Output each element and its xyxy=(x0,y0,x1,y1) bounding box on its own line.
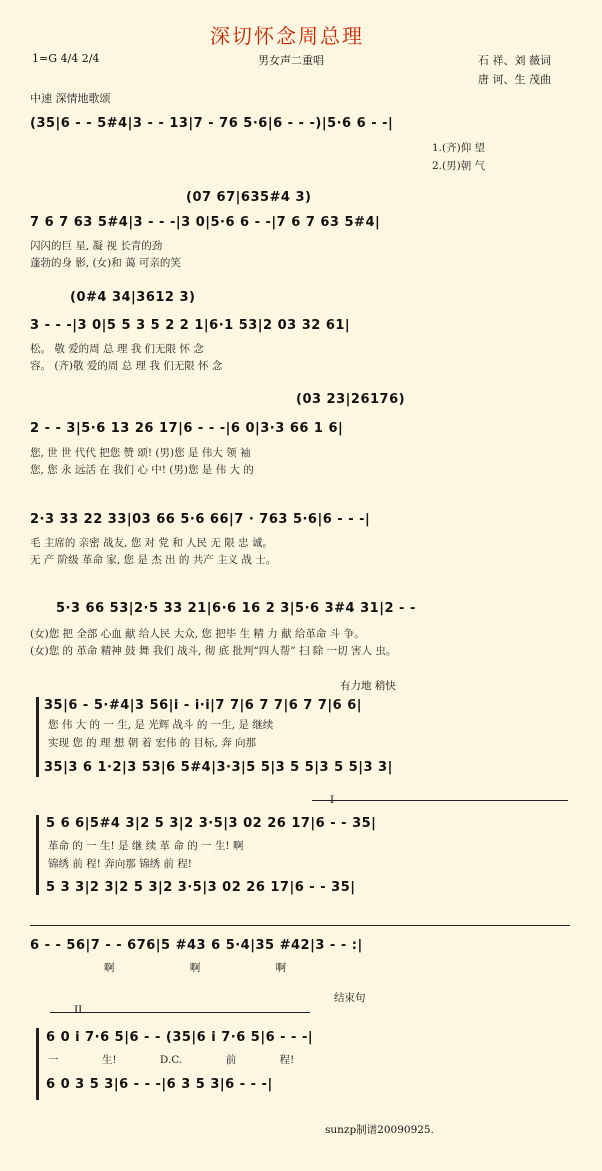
ending-1-bracket xyxy=(312,800,568,801)
song-title: 深切怀念周总理 xyxy=(210,24,364,48)
line3-lyric-1: 松。 敬 爱的周 总 理 我 们无限 怀 念 xyxy=(30,343,204,355)
line3-notes: 3 - - -|3 0|5 5 3 5 2 2 1|6·1 53|2 03 32 61| xyxy=(30,318,351,333)
line1-notes: (35|6 - - 5#4|3 - - 13|7 - 76 5·6|6 - - -)|5·6 6 - -| xyxy=(30,116,394,131)
line5-notes: 2·3 33 22 33|03 66 5·6 66|7 · 763 5·6|6 - - -| xyxy=(30,512,371,527)
voicing: 男女声二重唱 xyxy=(258,54,324,67)
coda-label: 结束句 xyxy=(334,992,366,1004)
line10-brace xyxy=(36,1028,39,1100)
score-credit: sunzp制谱20090925. xyxy=(325,1124,434,1136)
line7-tempo: 有力地 稍快 xyxy=(340,680,396,692)
line4-notes: 2 - - 3|5·6 13 26 17|6 - - -|6 0|3·3 66 1 6| xyxy=(30,421,344,436)
line7-brace xyxy=(36,697,39,777)
line8-brace xyxy=(36,815,39,895)
line2-notes: 7 6 7 63 5#4|3 - - -|3 0|5·6 6 - -|7 6 7 63 5#4| xyxy=(30,215,381,230)
line4-lyric-2: 您, 您 永 远活 在 我们 心 中! (男)您 是 伟 大 的 xyxy=(30,464,254,476)
line1-lyric-1: 1.(齐)仰 望 xyxy=(432,142,486,154)
key-signature: 1=G 4/4 2/4 xyxy=(32,52,100,65)
line8-notes-upper: 5 6 6|5#4 3|2 5 3|2 3·5|3 02 26 17|6 - - 35| xyxy=(46,816,377,831)
line2-intro: (07 67|635#4 3) xyxy=(186,190,312,205)
line5-lyric-1: 毛 主席的 亲密 战友, 您 对 党 和 人民 无 限 忠 诚。 xyxy=(30,537,273,549)
line6-lyric-2: (女)您 的 革命 精神 鼓 舞 我们 战斗, 彻 底 批判“四人帮” 扫 除 一切 害人 虫。 xyxy=(30,645,397,657)
line5-lyric-2: 无 产 阶级 革命 家, 您 是 杰 出 的 共产 主义 战 士。 xyxy=(30,554,277,566)
line7-lyric-1: 您 伟 大 的 一 生, 是 光辉 战斗 的 一生, 是 继续 xyxy=(48,719,274,731)
line3-lyric-2: 容。 (齐)敬 爱的周 总 理 我 们无限 怀 念 xyxy=(30,360,223,372)
line2-lyric-1: 闪闪的巨 星, 凝 视 长青的劲 xyxy=(30,240,163,252)
line4-intro: (03 23|26176) xyxy=(296,392,406,407)
line1-lyric-2: 2.(男)朝 气 xyxy=(432,160,486,172)
lyricist: 石 祥、刘 薇词 xyxy=(478,54,551,67)
line6-notes: 5·3 66 53|2·5 33 21|6·6 16 2 3|5·6 3#4 31|2 - - xyxy=(56,601,416,616)
ending-1-label: I xyxy=(330,794,335,806)
ending-2-bracket xyxy=(50,1012,310,1013)
line10-lyric: 一 生! D.C. 前 程! xyxy=(48,1054,295,1066)
line6-lyric-1: (女)您 把 全部 心血 献 给人民 大众, 您 把毕 生 精 力 献 给革命 斗 争。 xyxy=(30,628,365,640)
line7-notes-upper: 35|6 - 5·#4|3 56|i - i·i|7 7|6 7 7|6 7 7|6 6| xyxy=(44,698,363,713)
line4-lyric-1: 您, 世 世 代代 把您 赞 颂! (男)您 是 伟大 领 袖 xyxy=(30,447,251,459)
tempo-marking: 中速 深情地歌颂 xyxy=(30,92,111,105)
line3-intro: (0#4 34|3612 3) xyxy=(70,290,196,305)
line8-lyric-1: 革命 的 一 生! 是 继 续 革 命 的 一 生! 啊 xyxy=(48,840,244,852)
line7-notes-lower: 35|3 6 1·2|3 53|6 5#4|3·3|5 5|3 5 5|3 5 5|3 3| xyxy=(44,760,393,775)
line9-bracket xyxy=(30,925,570,926)
line8-notes-lower: 5 3 3|2 3|2 5 3|2 3·5|3 02 26 17|6 - - 35| xyxy=(46,880,356,895)
line9-lyric: 啊 啊 啊 xyxy=(104,962,287,974)
line10-notes-upper: 6 0 i 7·6 5|6 - - (35|6 i 7·6 5|6 - - -| xyxy=(46,1030,314,1045)
line7-lyric-2: 实现 您 的 理 想 朝 着 宏伟 的 目标, 奔 向那 xyxy=(48,737,257,749)
line9-notes: 6 - - 56|7 - - 676|5 #43 6 5·4|35 #42|3 - - :| xyxy=(30,938,363,953)
line8-lyric-2: 锦绣 前 程! 奔向那 锦绣 前 程! xyxy=(48,858,192,870)
ending-2-label: II xyxy=(74,1004,83,1016)
composer: 唐 诃、生 茂曲 xyxy=(478,73,551,86)
line10-notes-lower: 6 0 3 5 3|6 - - -|6 3 5 3|6 - - -| xyxy=(46,1077,273,1092)
line2-lyric-2: 蓬勃的身 影, (女)和 蔼 可亲的笑 xyxy=(30,257,181,269)
